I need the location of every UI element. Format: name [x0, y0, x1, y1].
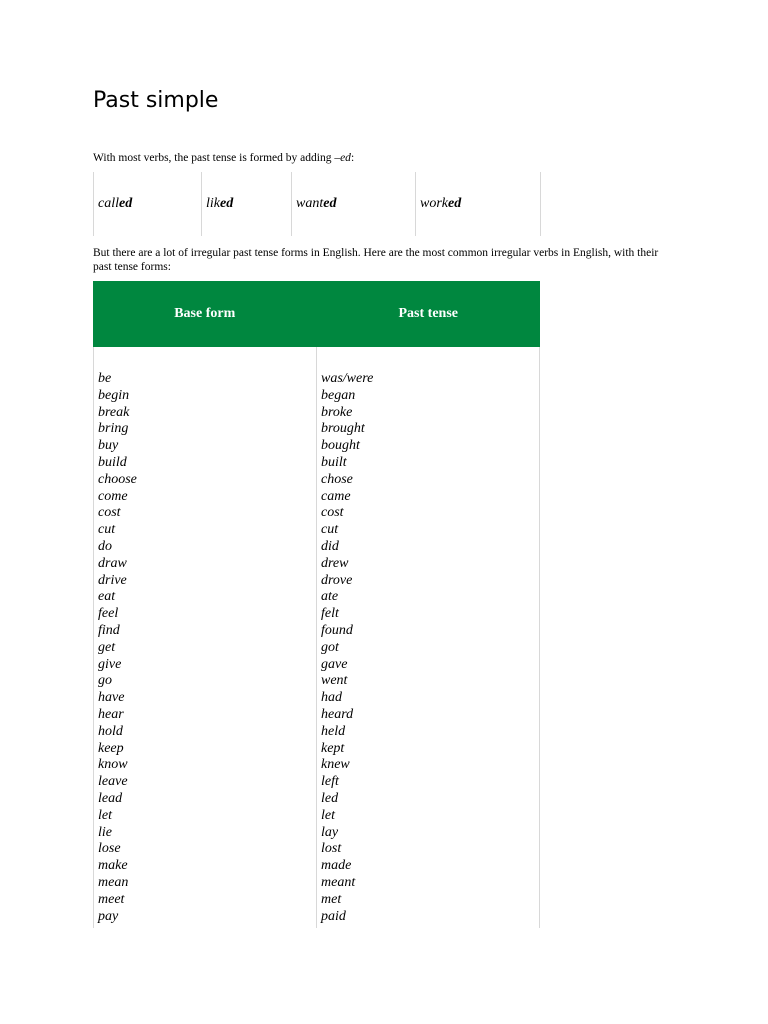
example-ending: ed [119, 196, 133, 211]
past-tense-cell: ate [321, 589, 339, 605]
base-form-cell: go [98, 673, 112, 689]
intro-text-after: : [350, 152, 355, 164]
base-form-cell: keep [98, 740, 124, 756]
example-ending: ed [220, 196, 234, 211]
base-form-cell: feel [98, 606, 119, 622]
past-tense-cell: broke [321, 404, 353, 420]
past-tense-cell: met [321, 891, 342, 907]
base-form-cell: hold [98, 723, 123, 739]
past-tense-cell: drove [321, 572, 353, 588]
past-tense-cell: heard [321, 706, 354, 722]
base-form-cell: cost [98, 505, 121, 521]
past-tense-cell: gave [321, 656, 348, 672]
past-tense-cell: drew [321, 555, 349, 571]
base-form-cell: be [98, 371, 112, 386]
base-form-cell: lie [98, 824, 112, 840]
past-tense-cell: knew [321, 757, 350, 773]
past-tense-cell: went [321, 673, 348, 689]
past-tense-cell: brought [321, 421, 365, 437]
past-tense-cell: bought [321, 438, 360, 454]
regular-verb-examples [93, 172, 541, 236]
past-tense-cell: began [321, 387, 356, 403]
base-form-cell: give [98, 656, 122, 672]
past-tense-cell: chose [321, 471, 353, 487]
base-form-cell: choose [98, 471, 137, 487]
base-form-cell: lose [98, 841, 121, 857]
past-tense-cell: led [321, 790, 339, 806]
base-form-cell: make [98, 858, 128, 874]
past-tense-cell: meant [321, 874, 356, 890]
past-tense-cell: lay [321, 824, 339, 840]
base-form-cell: have [98, 690, 125, 706]
past-tense-cell: got [321, 639, 339, 655]
past-tense-cell: did [321, 538, 339, 554]
past-tense-cell: lost [321, 841, 342, 857]
past-tense-cell: made [321, 858, 352, 874]
past-tense-column [317, 347, 539, 928]
base-form-cell: come [98, 488, 128, 504]
example-stem: want [296, 196, 324, 211]
past-tense-cell: was/were [321, 371, 374, 386]
base-form-cell: cut [98, 522, 116, 538]
base-form-cell: leave [98, 774, 128, 790]
base-form-cell: lead [98, 790, 123, 806]
header-base-form: Base form [174, 306, 236, 321]
past-tense-cell: built [321, 454, 347, 470]
base-form-cell: break [98, 404, 130, 420]
irregular-verb-table [93, 281, 540, 928]
past-tense-cell: cost [321, 505, 344, 521]
past-tense-cell: left [321, 774, 339, 790]
base-form-cell: know [98, 757, 128, 773]
example-cell [202, 172, 292, 236]
example-cell [292, 172, 416, 236]
page-title: Past simple [93, 88, 219, 113]
header-past-tense: Past tense [398, 306, 458, 321]
example-stem: call [98, 196, 119, 211]
irregular-intro-text: But there are a lot of irregular past tense forms in English. Here are the most common irregular verbs in English, with their past tense forms: [93, 247, 659, 273]
past-tense-cell: found [321, 622, 353, 638]
example-ending: ed [323, 196, 337, 211]
base-form-cell: build [98, 454, 127, 470]
base-form-cell: meet [98, 891, 125, 907]
example-stem: work [420, 196, 448, 211]
example-stem: lik [206, 196, 220, 211]
base-form-cell: drive [98, 572, 127, 588]
table-body [94, 347, 539, 928]
past-tense-cell: kept [321, 740, 345, 756]
past-tense-cell: paid [321, 908, 346, 924]
past-tense-cell: let [321, 807, 335, 823]
base-form-cell: mean [98, 874, 129, 890]
base-form-cell: begin [98, 387, 130, 403]
base-form-cell: eat [98, 589, 116, 605]
base-form-cell: buy [98, 438, 119, 454]
base-form-cell: hear [98, 706, 124, 722]
example-cell [416, 172, 541, 236]
base-form-cell: pay [98, 908, 119, 924]
example-cell [94, 172, 202, 236]
base-form-column [94, 347, 317, 928]
base-form-cell: let [98, 807, 112, 823]
example-ending: ed [448, 196, 462, 211]
intro-text [93, 150, 693, 166]
base-form-cell: find [98, 622, 120, 638]
past-tense-cell: felt [321, 606, 339, 622]
base-form-cell: get [98, 639, 116, 655]
base-form-cell: bring [98, 421, 129, 437]
intro-text-before: With most verbs, the past tense is formed by adding [93, 152, 335, 164]
past-tense-cell: cut [321, 522, 339, 538]
base-form-cell: do [98, 538, 112, 554]
table-header [93, 281, 540, 347]
past-tense-cell: came [321, 488, 351, 504]
intro-suffix: –ed [334, 152, 351, 164]
past-tense-cell: had [321, 690, 342, 706]
past-tense-cell: held [321, 723, 346, 739]
base-form-cell: draw [98, 555, 127, 571]
